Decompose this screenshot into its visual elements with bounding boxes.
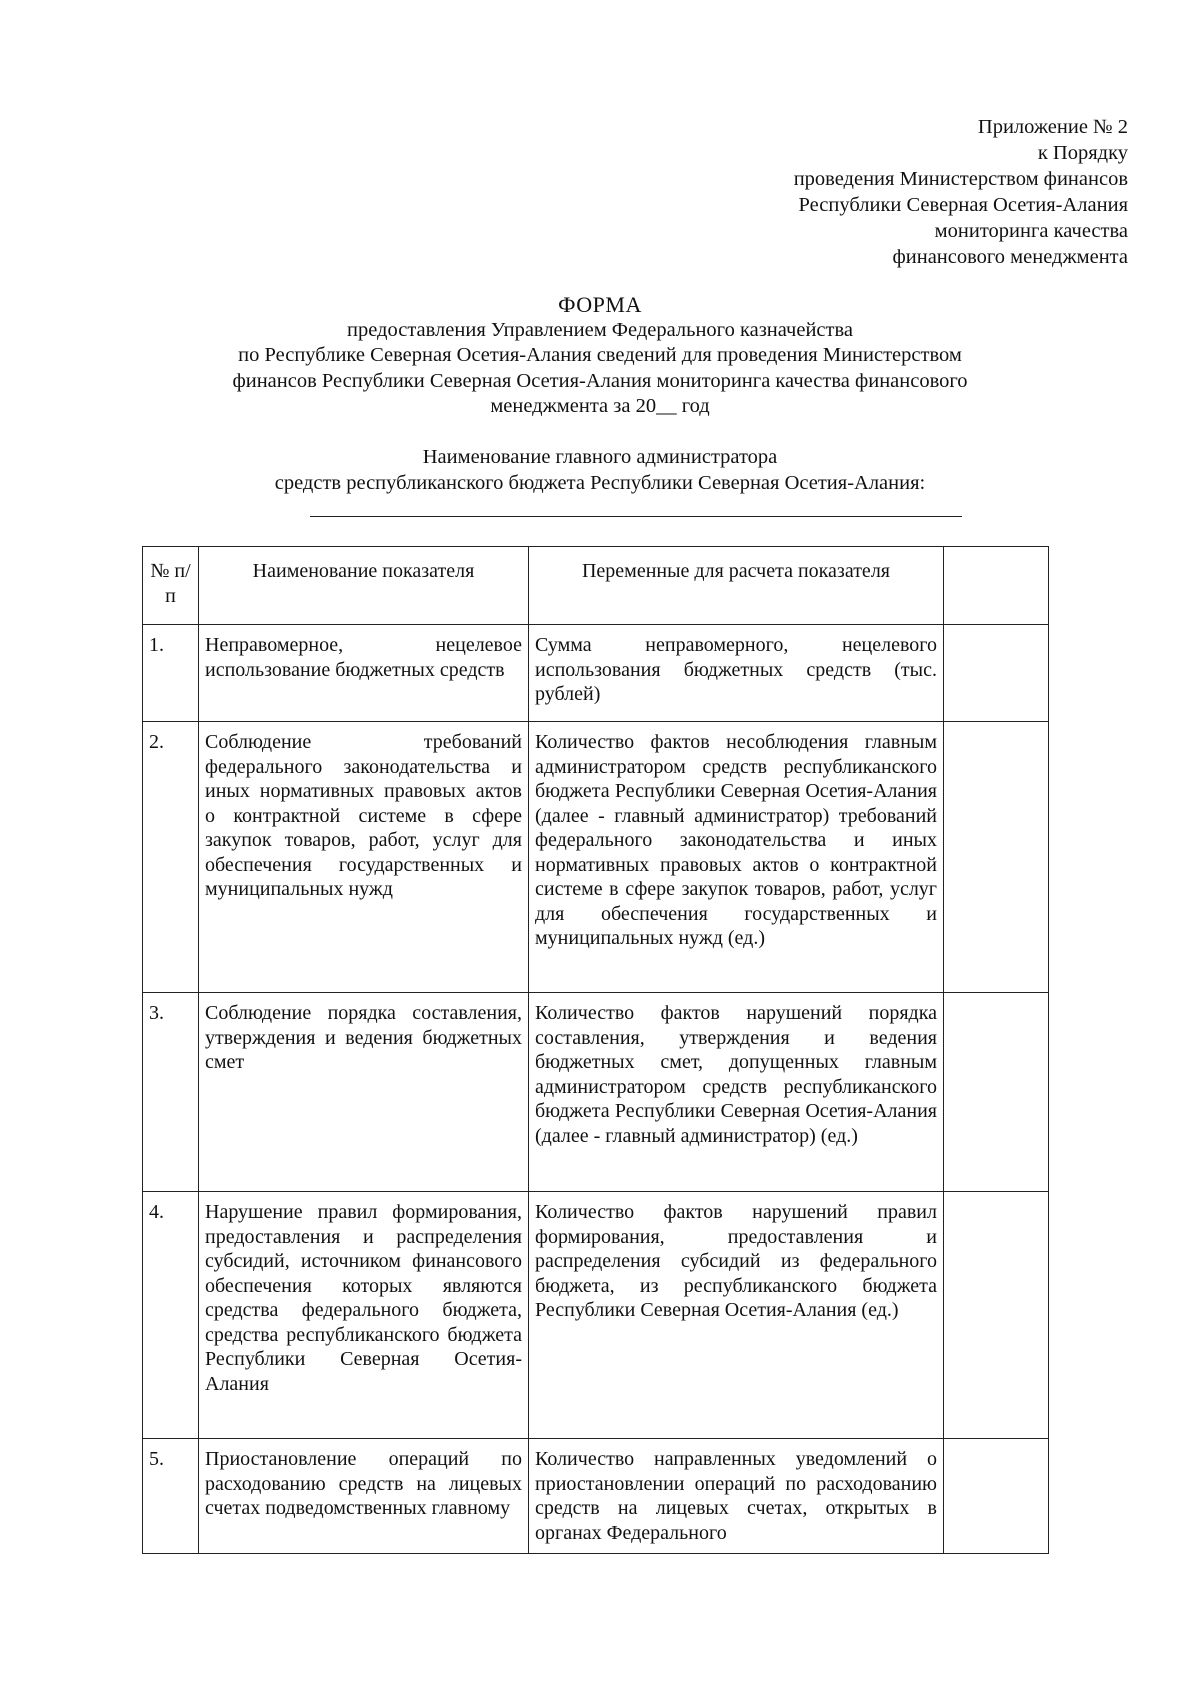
indicator-variables: Количество фактов нарушений порядка составления, утверждения и ведения бюджетных смет, допущенных главным администратором средств республиканского бюджета Республики Северная Осетия-Алания (далее - главный администратор) (ед.) [529,993,944,1192]
table-row [143,1192,1049,1439]
form-title-line: по Республике Северная Осетия-Алания сведений для проведения Министерством [238,344,962,366]
header-extra [944,547,1049,625]
table-row [143,1439,1049,1554]
table-row [143,625,1049,722]
empty-cell [944,993,1049,1192]
appendix-line: Республики Северная Осетия-Алания [798,194,1128,216]
indicator-name: Приостановление операций по расходованию средств на лицевых счетах подведомственных главному [199,1439,529,1554]
indicator-name: Соблюдение порядка составления, утверждения и ведения бюджетных смет [199,993,529,1192]
row-number: 3. [143,993,199,1192]
appendix-header [794,114,1128,270]
appendix-line: проведения Министерством финансов [793,168,1128,190]
row-number: 4. [143,1192,199,1439]
indicator-name: Соблюдение требований федерального законодательства и иных нормативных правовых актов о контрактной системе в сфере закупок товаров, работ, услуг для обеспечения государственных и муниципальных нужд [199,722,529,993]
empty-cell [944,625,1049,722]
table-row [143,993,1049,1192]
administrator-label-line: Наименование главного администратора [422,446,778,468]
form-title-line: финансов Республики Северная Осетия-Алания мониторинга качества финансового [232,369,968,392]
table-header-row [143,547,1049,625]
administrator-fill-line [310,516,962,517]
appendix-line: к Порядку [1037,142,1128,164]
header-name: Наименование показателя [199,547,529,625]
row-number: 1. [143,625,199,722]
indicator-variables: Сумма неправомерного, нецелевого использования бюджетных средств (тыс. рублей) [529,625,944,722]
administrator-label-block [0,445,1200,496]
appendix-line: финансового менеджмента [892,246,1128,268]
form-title-block [0,292,1200,420]
indicator-table [142,546,1049,1554]
empty-cell [944,1192,1049,1439]
form-title-line: предоставления Управлением Федерального казначейства [347,318,853,341]
header-num: № п/п [143,547,199,625]
form-title-line: менеджмента за 20__ год [490,395,710,417]
header-variables: Переменные для расчета показателя [529,547,944,625]
appendix-line: Приложение № 2 [977,116,1128,138]
indicator-name: Нарушение правил формирования, предоставления и распределения субсидий, источником финансового обеспечения которых являются средства федерального бюджета, средства республиканского бюджета Республики Северная Осетия-Алания [199,1192,529,1439]
empty-cell [944,1439,1049,1554]
administrator-label-line: средств республиканского бюджета Республики Северная Осетия-Алания: [274,471,926,494]
table-row [143,722,1049,993]
indicator-variables: Количество направленных уведомлений о приостановлении операций по расходованию средств на лицевых счетах, открытых в органах Федерального [529,1439,944,1554]
row-number: 5. [143,1439,199,1554]
indicator-name: Неправомерное, нецелевое использование бюджетных средств [199,625,529,722]
row-number: 2. [143,722,199,993]
indicator-variables: Количество фактов несоблюдения главным администратором средств республиканского бюджета Республики Северная Осетия-Алания (далее - главный администратор) требований федерального законодательства и иных нормативных правовых актов о контрактной системе в сфере закупок товаров, работ, услуг для обеспечения государственных и муниципальных нужд (ед.) [529,722,944,993]
appendix-line: мониторинга качества [934,220,1128,242]
indicator-variables: Количество фактов нарушений правил формирования, предоставления и распределения субсидий из федерального бюджета, из республиканского бюджета Республики Северная Осетия-Алания (ед.) [529,1192,944,1439]
form-heading: ФОРМА [558,292,642,317]
empty-cell [944,722,1049,993]
